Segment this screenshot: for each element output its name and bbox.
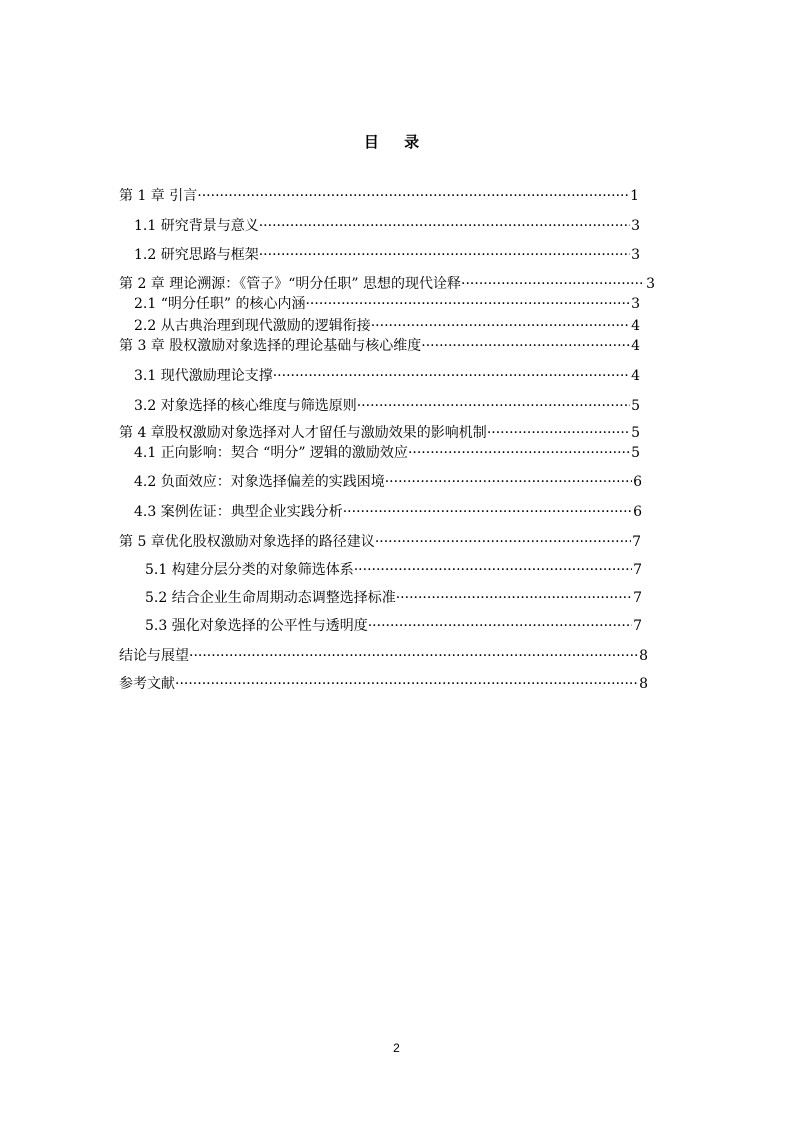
toc-entry-5-2[interactable] <box>145 588 642 608</box>
toc-entry-text: 参考文献 <box>119 676 175 692</box>
toc-entry-page: 1 <box>630 188 639 204</box>
toc-leader-dots <box>354 560 632 580</box>
toc-entry-5-1[interactable] <box>145 560 642 580</box>
toc-entry-3-2[interactable] <box>134 396 640 416</box>
toc-entry-references[interactable] <box>119 674 648 694</box>
toc-entry-page: 3 <box>631 247 640 263</box>
toc-entry-page: 3 <box>631 296 640 312</box>
toc-leader-dots <box>385 472 632 492</box>
toc-entry-page: 5 <box>631 398 640 414</box>
toc-entry-text: 第 4 章股权激励对象选择对人才留任与激励效果的影响机制 <box>119 425 487 441</box>
toc-entry-page: 6 <box>633 504 642 520</box>
toc-leader-dots <box>197 186 629 206</box>
toc-leader-dots <box>461 274 645 294</box>
toc-entry-page: 8 <box>639 676 648 692</box>
toc-entry-text: 第 2 章 理论溯源：《管子》“明分任职” 思想的现代诠释 <box>119 276 462 292</box>
toc-leader-dots <box>343 502 632 522</box>
toc-entry-text: 3.2 对象选择的核心维度与筛选原则 <box>134 398 357 414</box>
toc-leader-dots <box>371 316 630 336</box>
toc-entry-page: 7 <box>633 618 642 634</box>
toc-entry-text: 4.2 负面效应：对象选择偏差的实践困境 <box>134 474 385 490</box>
toc-entry-text: 结论与展望 <box>119 648 189 664</box>
toc-entry-text: 5.3 强化对象选择的公平性与透明度 <box>145 618 368 634</box>
toc-leader-dots <box>259 216 630 236</box>
toc-entry-text: 1.1 研究背景与意义 <box>134 218 259 234</box>
toc-entry-text: 3.1 现代激励理论支撑 <box>134 368 273 384</box>
toc-entry-text: 5.1 构建分层分类的对象筛选体系 <box>145 562 354 578</box>
toc-entry-page: 5 <box>631 445 640 461</box>
toc-entry-2-1[interactable] <box>134 294 640 314</box>
toc-entry-page: 5 <box>631 425 640 441</box>
toc-entry-page: 7 <box>633 562 642 578</box>
toc-entry-4-1[interactable] <box>134 443 640 463</box>
toc-entry-5-3[interactable] <box>145 616 642 636</box>
toc-entry-page: 4 <box>631 338 640 354</box>
toc-entry-conclusion[interactable] <box>119 646 648 666</box>
toc-entry-1-1[interactable] <box>134 216 640 236</box>
toc-entry-chapter-4[interactable] <box>119 423 640 443</box>
toc-entry-text: 1.2 研究思路与框架 <box>134 247 259 263</box>
toc-entry-page: 3 <box>646 276 655 292</box>
toc-entry-chapter-1[interactable] <box>119 186 639 206</box>
toc-entry-1-2[interactable] <box>134 245 640 265</box>
toc-entry-page: 7 <box>632 534 641 550</box>
toc-leader-dots <box>175 674 638 694</box>
toc-entry-text: 第 5 章优化股权激励对象选择的路径建议 <box>119 534 375 550</box>
toc-entry-4-3[interactable] <box>134 502 642 522</box>
toc-leader-dots <box>273 366 630 386</box>
toc-entry-3-1[interactable] <box>134 366 640 386</box>
toc-entry-text: 第 3 章 股权激励对象选择的理论基础与核心维度 <box>119 338 422 354</box>
toc-leader-dots <box>396 588 632 608</box>
toc-leader-dots <box>421 336 630 356</box>
toc-entry-2-2[interactable] <box>134 316 640 336</box>
page-number: 2 <box>393 1041 400 1055</box>
toc-entry-chapter-5[interactable] <box>119 532 641 552</box>
toc-leader-dots <box>375 532 631 552</box>
toc-entry-text: 4.3 案例佐证：典型企业实践分析 <box>134 504 343 520</box>
toc-entry-page: 3 <box>631 218 640 234</box>
toc-entry-page: 4 <box>631 368 640 384</box>
toc-entry-page: 4 <box>631 318 640 334</box>
toc-leader-dots <box>357 396 630 416</box>
toc-entry-page: 7 <box>633 590 642 606</box>
toc-leader-dots <box>305 294 630 314</box>
toc-entry-page: 6 <box>633 474 642 490</box>
toc-entry-text: 第 1 章 引言 <box>119 188 198 204</box>
toc-entry-text: 2.1 “明分任职” 的核心内涵 <box>134 296 306 312</box>
toc-entry-chapter-3[interactable] <box>119 336 640 356</box>
toc-entry-page: 8 <box>639 648 648 664</box>
toc-entry-text: 5.2 结合企业生命周期动态调整选择标准 <box>145 590 396 606</box>
toc-entry-chapter-2[interactable] <box>119 274 655 294</box>
toc-leader-dots <box>368 616 632 636</box>
toc-title: 目 录 <box>363 133 430 151</box>
toc-entry-text: 4.1 正向影响：契合 “明分” 逻辑的激励效应 <box>134 445 408 461</box>
toc-entry-text: 2.2 从古典治理到现代激励的逻辑衔接 <box>134 318 371 334</box>
toc-leader-dots <box>189 646 638 666</box>
toc-leader-dots <box>408 443 630 463</box>
toc-leader-dots <box>487 423 630 443</box>
toc-leader-dots <box>259 245 630 265</box>
toc-entry-4-2[interactable] <box>134 472 642 492</box>
